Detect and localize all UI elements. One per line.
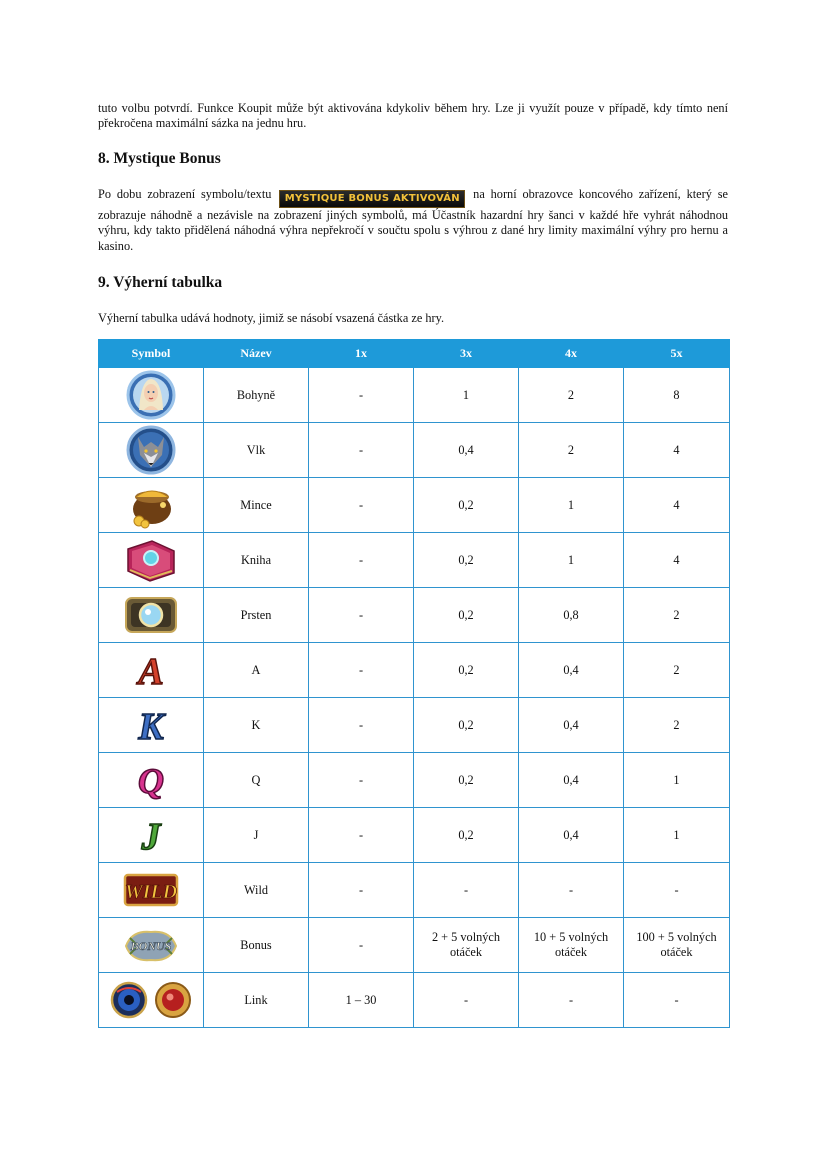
x3-cell: - (414, 973, 519, 1028)
x1-cell: - (309, 753, 414, 808)
symbol-cell (99, 368, 204, 423)
name-cell: K (204, 698, 309, 753)
symbol-cell (99, 533, 204, 588)
letter-k-icon (130, 705, 172, 745)
x3-cell: - (414, 863, 519, 918)
name-cell: Wild (204, 863, 309, 918)
section-8-paragraph (98, 187, 728, 254)
x4-cell: - (519, 973, 624, 1028)
wolf-icon (125, 425, 177, 475)
x1-cell: - (309, 533, 414, 588)
coins-pot-icon (125, 481, 177, 529)
table-row (99, 368, 730, 423)
x4-cell: 2 (519, 423, 624, 478)
x5-cell: 8 (624, 368, 730, 423)
name-cell: Kniha (204, 533, 309, 588)
section-9-heading: 9. Výherní tabulka (98, 274, 223, 291)
x3-cell: 0,2 (414, 753, 519, 808)
section-8-text-after: na horní obrazovce koncového zařízení, který se zobrazuje náhodně a nezávisle na zobrazení jiných symbolů, má Účastník hazardní hry šanci v každé hře vyhrát náhodnou výhru, kdy takto přidělená náhodná výhra nepřekročí v součtu spolu s výhrou z dané hry limity maximální výhry pro hernu a kasino. (98, 187, 728, 253)
table-row (99, 423, 730, 478)
header-4x: 4x (519, 340, 624, 368)
x5-cell: - (624, 863, 730, 918)
header-1x: 1x (309, 340, 414, 368)
symbol-cell (99, 698, 204, 753)
name-cell: A (204, 643, 309, 698)
x5-cell: - (624, 973, 730, 1028)
letter-k-glyph: K (138, 706, 164, 745)
name-cell: J (204, 808, 309, 863)
x4-cell: - (519, 863, 624, 918)
x5-cell: 100 + 5 volných otáček (624, 918, 730, 973)
letter-q-icon (130, 760, 172, 800)
x1-cell: - (309, 698, 414, 753)
name-cell: Q (204, 753, 309, 808)
x4-cell: 1 (519, 478, 624, 533)
name-cell: Prsten (204, 588, 309, 643)
x1-cell: - (309, 588, 414, 643)
x3-cell: 0,2 (414, 533, 519, 588)
header-symbol: Symbol (99, 340, 204, 368)
x4-cell: 2 (519, 368, 624, 423)
goddess-icon (125, 370, 177, 420)
table-row (99, 533, 730, 588)
x5-cell: 1 (624, 808, 730, 863)
header-3x: 3x (414, 340, 519, 368)
x4-cell: 0,4 (519, 698, 624, 753)
symbol-cell (99, 863, 204, 918)
table-row (99, 863, 730, 918)
table-row (99, 643, 730, 698)
letter-j-icon (130, 815, 172, 855)
intro-paragraph: tuto volbu potvrdí. Funkce Koupit může být aktivována kdykoliv během hry. Lze ji využít pouze v případě, kdy tímto není překročena maximální sázka na jednu hru. (98, 101, 728, 131)
book-icon (124, 537, 178, 583)
wild-icon-label: WILD (124, 881, 178, 903)
x3-cell: 0,2 (414, 698, 519, 753)
x5-cell: 2 (624, 643, 730, 698)
name-cell: Vlk (204, 423, 309, 478)
wild-icon (123, 870, 179, 910)
letter-a-icon (130, 650, 172, 690)
table-row (99, 808, 730, 863)
table-row (99, 698, 730, 753)
x1-cell: - (309, 643, 414, 698)
x1-cell: - (309, 918, 414, 973)
x4-cell: 1 (519, 533, 624, 588)
x4-cell: 0,4 (519, 808, 624, 863)
x3-cell: 0,2 (414, 588, 519, 643)
x4-cell: 0,4 (519, 753, 624, 808)
x1-cell: - (309, 423, 414, 478)
x3-cell: 2 + 5 volných otáček (414, 918, 519, 973)
section-9-paragraph: Výherní tabulka udává hodnoty, jimiž se násobí vsazená částka ze hry. (98, 311, 445, 325)
x5-cell: 2 (624, 698, 730, 753)
name-cell: Bonus (204, 918, 309, 973)
x4-cell: 10 + 5 volných otáček (519, 918, 624, 973)
symbol-cell (99, 753, 204, 808)
x5-cell: 2 (624, 588, 730, 643)
symbol-cell (99, 478, 204, 533)
x1-cell: - (309, 368, 414, 423)
table-row (99, 588, 730, 643)
x3-cell: 0,2 (414, 643, 519, 698)
x5-cell: 1 (624, 753, 730, 808)
x5-cell: 4 (624, 533, 730, 588)
x5-cell: 4 (624, 478, 730, 533)
table-row (99, 478, 730, 533)
x5-cell: 4 (624, 423, 730, 478)
x3-cell: 0,2 (414, 478, 519, 533)
x4-cell: 0,8 (519, 588, 624, 643)
section-8-heading: 8. Mystique Bonus (98, 150, 221, 167)
table-row (99, 918, 730, 973)
bonus-icon-label: BONUS (130, 939, 172, 953)
table-row (99, 753, 730, 808)
mystique-bonus-badge: MYSTIQUE BONUS AKTIVOVÁN (279, 190, 465, 208)
x3-cell: 0,4 (414, 423, 519, 478)
letter-a-glyph: A (138, 651, 164, 690)
symbol-cell (99, 423, 204, 478)
x1-cell: - (309, 863, 414, 918)
paytable-header-row (99, 340, 730, 368)
link-orbs-icon (109, 980, 193, 1020)
name-cell: Link (204, 973, 309, 1028)
symbol-cell (99, 643, 204, 698)
x1-cell: - (309, 478, 414, 533)
x1-cell: - (309, 808, 414, 863)
bonus-icon (122, 924, 180, 966)
letter-j-glyph: J (141, 816, 161, 855)
name-cell: Mince (204, 478, 309, 533)
header-name: Název (204, 340, 309, 368)
x4-cell: 0,4 (519, 643, 624, 698)
symbol-cell (99, 973, 204, 1028)
paytable (98, 339, 730, 1028)
letter-q-glyph: Q (138, 761, 164, 800)
ring-icon (124, 594, 178, 636)
x3-cell: 1 (414, 368, 519, 423)
symbol-cell (99, 808, 204, 863)
symbol-cell (99, 918, 204, 973)
x1-cell: 1 – 30 (309, 973, 414, 1028)
section-8-text-before: Po dobu zobrazení symbolu/textu (98, 187, 272, 201)
name-cell: Bohyně (204, 368, 309, 423)
header-5x: 5x (624, 340, 730, 368)
symbol-cell (99, 588, 204, 643)
table-row (99, 973, 730, 1028)
x3-cell: 0,2 (414, 808, 519, 863)
